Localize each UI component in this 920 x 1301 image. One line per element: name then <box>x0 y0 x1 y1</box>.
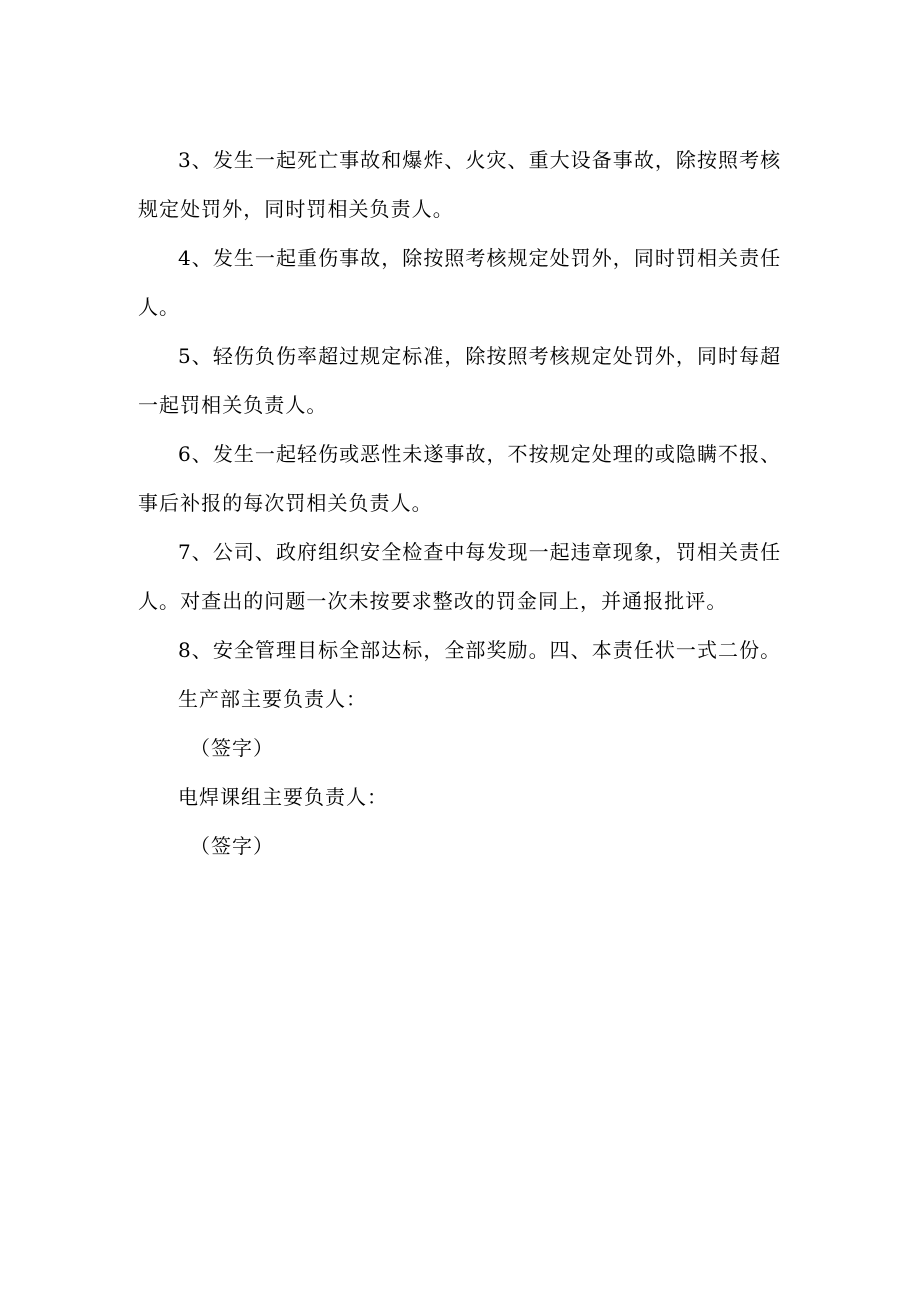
welding-team-signatory-label: 电焊课组主要负责人： <box>178 785 388 809</box>
production-dept-signatory-label: 生产部主要负责人： <box>178 687 367 711</box>
production-dept-signature-note: （签字） <box>190 736 274 760</box>
clause-4-paragraph: 4、发生一起重伤事故，除按照考核规定处罚外，同时罚相关责任人。 <box>138 246 782 319</box>
document-body <box>138 136 788 871</box>
clause-3-paragraph: 3、发生一起死亡事故和爆炸、火灾、重大设备事故，除按照考核规定处罚外，同时罚相关负责人。 <box>138 148 782 221</box>
welding-team-signature-note: （签字） <box>190 834 274 858</box>
clause-5-paragraph: 5、轻伤负伤率超过规定标准，除按照考核规定处罚外，同时每超一起罚相关负责人。 <box>138 344 782 417</box>
clause-6-paragraph: 6、发生一起轻伤或恶性未遂事故，不按规定处理的或隐瞒不报、事后补报的每次罚相关负责人。 <box>138 442 782 515</box>
clause-8-paragraph: 8、安全管理目标全部达标，全部奖励。四、本责任状一式二份。 <box>178 638 782 662</box>
clause-7-paragraph: 7、公司、政府组织安全检查中每发现一起违章现象，罚相关责任人。对查出的问题一次未按要求整改的罚金同上，并通报批评。 <box>138 540 782 613</box>
